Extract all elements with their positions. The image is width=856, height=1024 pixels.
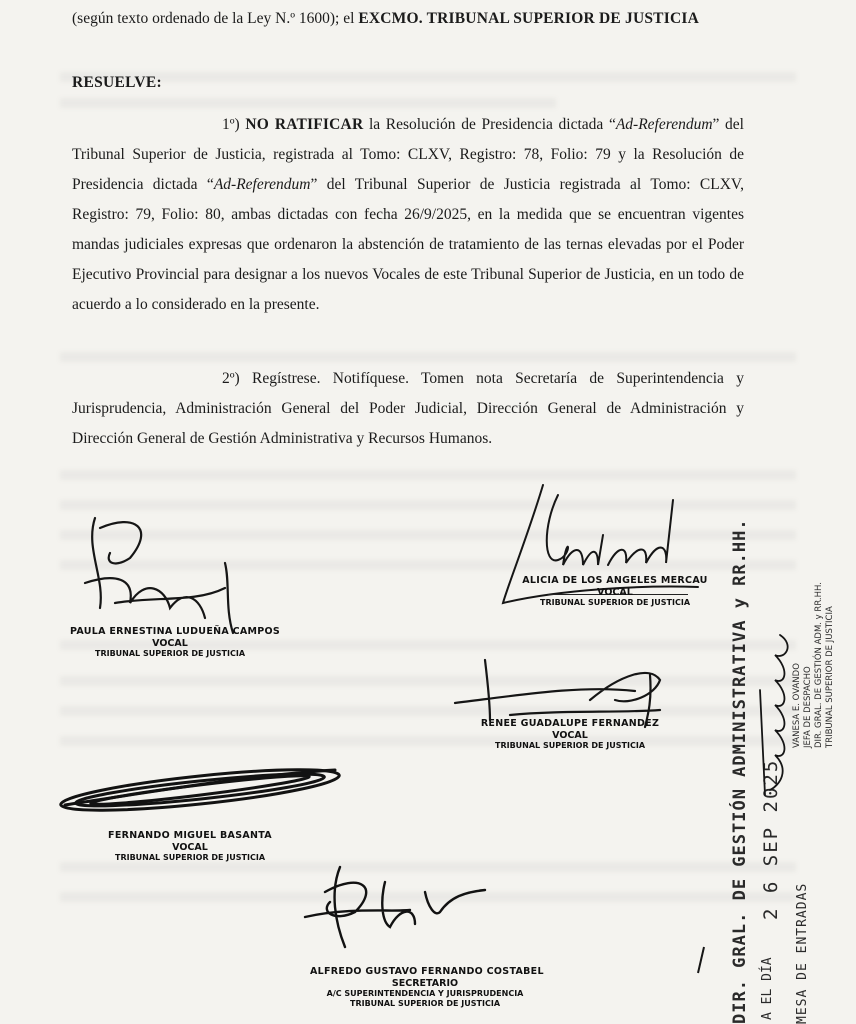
pen-mark bbox=[690, 945, 710, 975]
signer-name: RENEE GUADALUPE FERNANDEZ bbox=[480, 718, 660, 729]
stamp-admin: DIR. GRAL. DE GESTIÓN ADMINISTRATIVA y RR.HH. bbox=[730, 518, 750, 1024]
signer-org: TRIBUNAL SUPERIOR DE JUSTICIA bbox=[349, 999, 501, 1008]
bleed-through bbox=[60, 736, 796, 746]
signer-role: SECRETARIO bbox=[391, 978, 459, 989]
bleed-through bbox=[60, 98, 556, 108]
item-1-number: 1º) bbox=[222, 116, 246, 133]
signature-block-paula bbox=[70, 626, 281, 659]
official-stamp bbox=[792, 582, 836, 748]
signature-alfredo bbox=[300, 862, 500, 962]
signer-role: VOCAL bbox=[597, 587, 633, 598]
signer-name: ALFREDO GUSTAVO FERNANDO COSTABEL bbox=[310, 966, 544, 977]
signature-block-alicia bbox=[515, 575, 715, 608]
official-title: JEFA DE DESPACHO bbox=[803, 666, 813, 748]
resolution-item-2 bbox=[72, 364, 744, 454]
signature-block-fernando bbox=[95, 830, 285, 863]
signer-role: VOCAL bbox=[152, 638, 188, 649]
ad-referendum-1: Ad-Referendum bbox=[615, 116, 713, 133]
signer-role: VOCAL bbox=[172, 842, 208, 853]
signer-org: TRIBUNAL SUPERIOR DE JUSTICIA bbox=[94, 649, 246, 658]
signer-org: TRIBUNAL SUPERIOR DE JUSTICIA bbox=[494, 741, 646, 750]
signer-name: PAULA ERNESTINA LUDUEÑA CAMPOS bbox=[70, 626, 281, 637]
stamp-mesa: MESA DE ENTRADAS bbox=[795, 882, 810, 1024]
signature-paula bbox=[75, 508, 245, 638]
no-ratificar: NO RATIFICAR bbox=[245, 116, 364, 133]
bleed-through bbox=[60, 676, 796, 686]
stamp-day: A EL DÍA bbox=[760, 957, 775, 1020]
bleed-through bbox=[60, 706, 796, 716]
ad-referendum-2: Ad-Referendum bbox=[213, 176, 311, 193]
item-1-text-b: ” del Tribunal Superior de Justicia, registrada al Tomo: CLXV, Registro: 78, Folio: 79 y la Resolución de Presidencia dictada “ bbox=[72, 116, 744, 193]
resuelve-heading: RESUELVE: bbox=[72, 74, 162, 91]
signer-org: TRIBUNAL SUPERIOR DE JUSTICIA bbox=[114, 853, 266, 862]
item-1-text-a: la Resolución de Presidencia dictada “ bbox=[363, 116, 616, 133]
intro-prefix: (según texto ordenado de la Ley N.º 1600); el bbox=[72, 10, 359, 27]
official-name: VANESA E. OVANDO bbox=[792, 663, 802, 748]
signature-fernando bbox=[50, 755, 350, 825]
official-title: TRIBUNAL SUPERIOR DE JUSTICIA bbox=[825, 606, 835, 748]
resolution-item-1 bbox=[72, 110, 744, 320]
signature-block-alfredo bbox=[310, 966, 544, 1009]
signer-name: ALICIA DE LOS ANGELES MERCAU bbox=[522, 575, 708, 586]
signer-role: VOCAL bbox=[552, 730, 588, 741]
signer-org: TRIBUNAL SUPERIOR DE JUSTICIA bbox=[539, 598, 691, 607]
stamp-date: 2 6 SEP 2025 bbox=[760, 758, 782, 920]
signature-block-renee bbox=[470, 718, 670, 751]
item-2-number: 2º) bbox=[222, 370, 253, 387]
official-title: DIR. GRAL. DE GESTIÓN ADM. y RR.HH. bbox=[814, 582, 824, 748]
signer-org: A/C SUPERINTENDENCIA Y JURISPRUDENCIA bbox=[326, 989, 524, 998]
item-1-text-c: ” del Tribunal Superior de Justicia registrada al Tomo: CLXV, Registro: 79, Folio: 80, ambas dictadas con fecha 26/9/2025, en la medida que se encuentran vigentes mandas judiciales expresas que ordenaron la abstención de tratamiento de las ternas elevadas por el Poder Ejecutivo Provincial para designar a los nuevos Vocales de este Tribunal Superior de Justicia, en un todo de acuerdo a lo considerado en la presente. bbox=[72, 176, 744, 313]
bleed-through bbox=[60, 352, 796, 362]
bleed-through bbox=[60, 72, 796, 82]
tribunal-name: EXCMO. TRIBUNAL SUPERIOR DE JUSTICIA bbox=[358, 10, 699, 27]
signer-name: FERNANDO MIGUEL BASANTA bbox=[108, 830, 272, 841]
intro-paragraph bbox=[72, 4, 744, 34]
item-2-text: Regístrese. Notifíquese. Tomen nota Secretaría de Superintendencia y Jurisprudencia, Administración General del Poder Judicial, Dirección General de Administración y Dirección General de Gestión Administrativa y Recursos Humanos. bbox=[72, 370, 744, 447]
signature-official bbox=[740, 630, 800, 800]
